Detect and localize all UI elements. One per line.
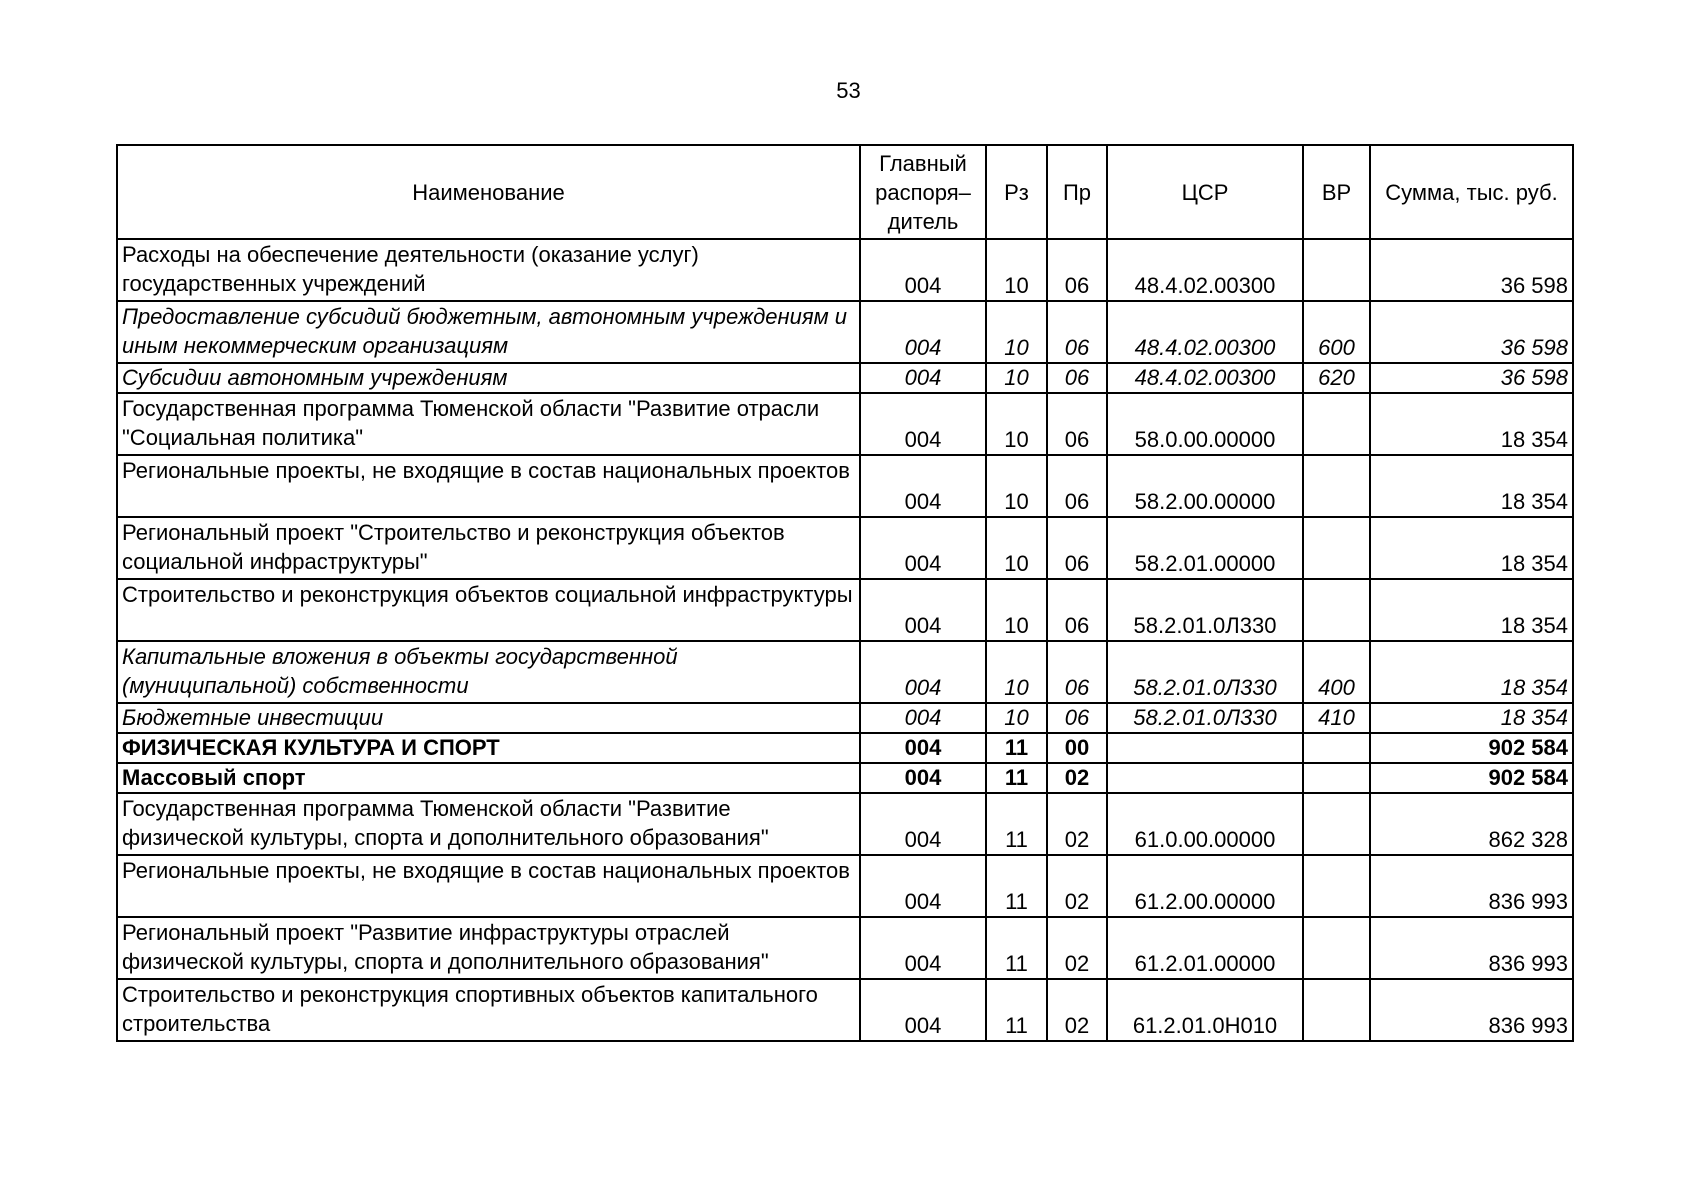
cell-vr: [1303, 517, 1370, 579]
cell-pr: 06: [1047, 363, 1107, 393]
cell-rz: 10: [986, 641, 1047, 703]
cell-sum: 36 598: [1370, 239, 1573, 301]
header-name: Наименование: [117, 145, 860, 239]
cell-pr: 06: [1047, 301, 1107, 363]
table-row: [117, 703, 1573, 733]
cell-pr: 02: [1047, 763, 1107, 793]
cell-pr: 06: [1047, 641, 1107, 703]
cell-vr: 620: [1303, 363, 1370, 393]
cell-rz: 10: [986, 703, 1047, 733]
cell-rz: 10: [986, 239, 1047, 301]
cell-pr: 02: [1047, 793, 1107, 855]
table-row: [117, 455, 1573, 517]
cell-vr: [1303, 917, 1370, 979]
cell-manager: 004: [860, 579, 986, 641]
cell-name: Строительство и реконструкция объектов социальной инфраструктуры: [117, 579, 860, 641]
page-number: 53: [836, 78, 861, 103]
cell-csr: 58.0.00.00000: [1107, 393, 1303, 455]
cell-pr: 00: [1047, 733, 1107, 763]
cell-sum: 18 354: [1370, 703, 1573, 733]
cell-rz: 11: [986, 763, 1047, 793]
cell-pr: 06: [1047, 239, 1107, 301]
cell-rz: 10: [986, 301, 1047, 363]
cell-rz: 11: [986, 793, 1047, 855]
cell-name: Государственная программа Тюменской области "Развитие физической культуры, спорта и дополнительного образования": [117, 793, 860, 855]
header-pr: Пр: [1047, 145, 1107, 239]
cell-manager: 004: [860, 703, 986, 733]
table-row: [117, 301, 1573, 363]
cell-csr: 48.4.02.00300: [1107, 239, 1303, 301]
cell-csr: 58.2.00.00000: [1107, 455, 1303, 517]
table-row: [117, 763, 1573, 793]
table-body: [117, 239, 1573, 1041]
cell-csr: 61.2.00.00000: [1107, 855, 1303, 917]
budget-table: [116, 144, 1574, 1042]
cell-rz: 10: [986, 455, 1047, 517]
cell-name: Региональные проекты, не входящие в состав национальных проектов: [117, 455, 860, 517]
cell-manager: 004: [860, 793, 986, 855]
cell-vr: [1303, 239, 1370, 301]
cell-vr: [1303, 979, 1370, 1041]
cell-sum: 18 354: [1370, 579, 1573, 641]
cell-csr: [1107, 763, 1303, 793]
cell-manager: 004: [860, 517, 986, 579]
cell-rz: 10: [986, 579, 1047, 641]
cell-manager: 004: [860, 455, 986, 517]
cell-sum: 902 584: [1370, 763, 1573, 793]
cell-vr: [1303, 393, 1370, 455]
cell-sum: 836 993: [1370, 917, 1573, 979]
cell-pr: 06: [1047, 393, 1107, 455]
cell-pr: 06: [1047, 579, 1107, 641]
cell-manager: 004: [860, 917, 986, 979]
cell-vr: [1303, 733, 1370, 763]
cell-vr: [1303, 855, 1370, 917]
cell-csr: 48.4.02.00300: [1107, 301, 1303, 363]
cell-sum: 836 993: [1370, 855, 1573, 917]
header-sum: Сумма, тыс. руб.: [1370, 145, 1573, 239]
cell-name: Государственная программа Тюменской области "Развитие отрасли "Социальная политика": [117, 393, 860, 455]
cell-manager: 004: [860, 393, 986, 455]
cell-rz: 11: [986, 855, 1047, 917]
cell-vr: 410: [1303, 703, 1370, 733]
cell-rz: 10: [986, 363, 1047, 393]
cell-sum: 18 354: [1370, 393, 1573, 455]
cell-name: Региональный проект "Развитие инфраструктуры отраслей физической культуры, спорта и дополнительного образования": [117, 917, 860, 979]
cell-pr: 06: [1047, 455, 1107, 517]
cell-csr: 61.2.01.00000: [1107, 917, 1303, 979]
table-row: [117, 855, 1573, 917]
cell-manager: 004: [860, 239, 986, 301]
table-row: [117, 393, 1573, 455]
header-csr: ЦСР: [1107, 145, 1303, 239]
cell-csr: 61.2.01.0Н010: [1107, 979, 1303, 1041]
cell-vr: [1303, 579, 1370, 641]
cell-vr: [1303, 763, 1370, 793]
cell-pr: 02: [1047, 855, 1107, 917]
cell-name: Бюджетные инвестиции: [117, 703, 860, 733]
header-vr: ВР: [1303, 145, 1370, 239]
cell-csr: 58.2.01.0Л330: [1107, 641, 1303, 703]
cell-csr: 58.2.01.00000: [1107, 517, 1303, 579]
cell-csr: 58.2.01.0Л330: [1107, 703, 1303, 733]
table-row: [117, 239, 1573, 301]
cell-pr: 02: [1047, 917, 1107, 979]
cell-manager: 004: [860, 641, 986, 703]
cell-rz: 11: [986, 733, 1047, 763]
cell-csr: 61.0.00.00000: [1107, 793, 1303, 855]
table-row: [117, 793, 1573, 855]
cell-sum: 18 354: [1370, 641, 1573, 703]
cell-vr: [1303, 793, 1370, 855]
cell-manager: 004: [860, 733, 986, 763]
header-rz: Рз: [986, 145, 1047, 239]
cell-csr: [1107, 733, 1303, 763]
header-manager: Главный распоря– дитель: [860, 145, 986, 239]
cell-name: Региональные проекты, не входящие в состав национальных проектов: [117, 855, 860, 917]
cell-pr: 02: [1047, 979, 1107, 1041]
cell-name: ФИЗИЧЕСКАЯ КУЛЬТУРА И СПОРТ: [117, 733, 860, 763]
cell-name: Расходы на обеспечение деятельности (оказание услуг) государственных учреждений: [117, 239, 860, 301]
cell-manager: 004: [860, 763, 986, 793]
cell-name: Капитальные вложения в объекты государственной (муниципальной) собственности: [117, 641, 860, 703]
cell-csr: 58.2.01.0Л330: [1107, 579, 1303, 641]
cell-sum: 836 993: [1370, 979, 1573, 1041]
cell-sum: 18 354: [1370, 455, 1573, 517]
table-row: [117, 917, 1573, 979]
table-row: [117, 733, 1573, 763]
cell-manager: 004: [860, 363, 986, 393]
table-header-row: [117, 145, 1573, 239]
cell-manager: 004: [860, 301, 986, 363]
cell-rz: 10: [986, 517, 1047, 579]
cell-name: Предоставление субсидий бюджетным, автономным учреждениям и иным некоммерческим организациям: [117, 301, 860, 363]
cell-sum: 36 598: [1370, 363, 1573, 393]
cell-vr: 600: [1303, 301, 1370, 363]
table-row: [117, 579, 1573, 641]
cell-manager: 004: [860, 979, 986, 1041]
cell-sum: 862 328: [1370, 793, 1573, 855]
cell-name: Региональный проект "Строительство и реконструкция объектов социальной инфраструктуры": [117, 517, 860, 579]
cell-rz: 11: [986, 979, 1047, 1041]
cell-name: Строительство и реконструкция спортивных объектов капитального строительства: [117, 979, 860, 1041]
cell-sum: 36 598: [1370, 301, 1573, 363]
table-row: [117, 979, 1573, 1041]
cell-rz: 10: [986, 393, 1047, 455]
cell-pr: 06: [1047, 517, 1107, 579]
table-row: [117, 363, 1573, 393]
cell-manager: 004: [860, 855, 986, 917]
cell-vr: 400: [1303, 641, 1370, 703]
table-row: [117, 641, 1573, 703]
cell-name: Массовый спорт: [117, 763, 860, 793]
cell-csr: 48.4.02.00300: [1107, 363, 1303, 393]
cell-rz: 11: [986, 917, 1047, 979]
cell-sum: 902 584: [1370, 733, 1573, 763]
cell-name: Субсидии автономным учреждениям: [117, 363, 860, 393]
cell-vr: [1303, 455, 1370, 517]
table-row: [117, 517, 1573, 579]
cell-sum: 18 354: [1370, 517, 1573, 579]
cell-pr: 06: [1047, 703, 1107, 733]
